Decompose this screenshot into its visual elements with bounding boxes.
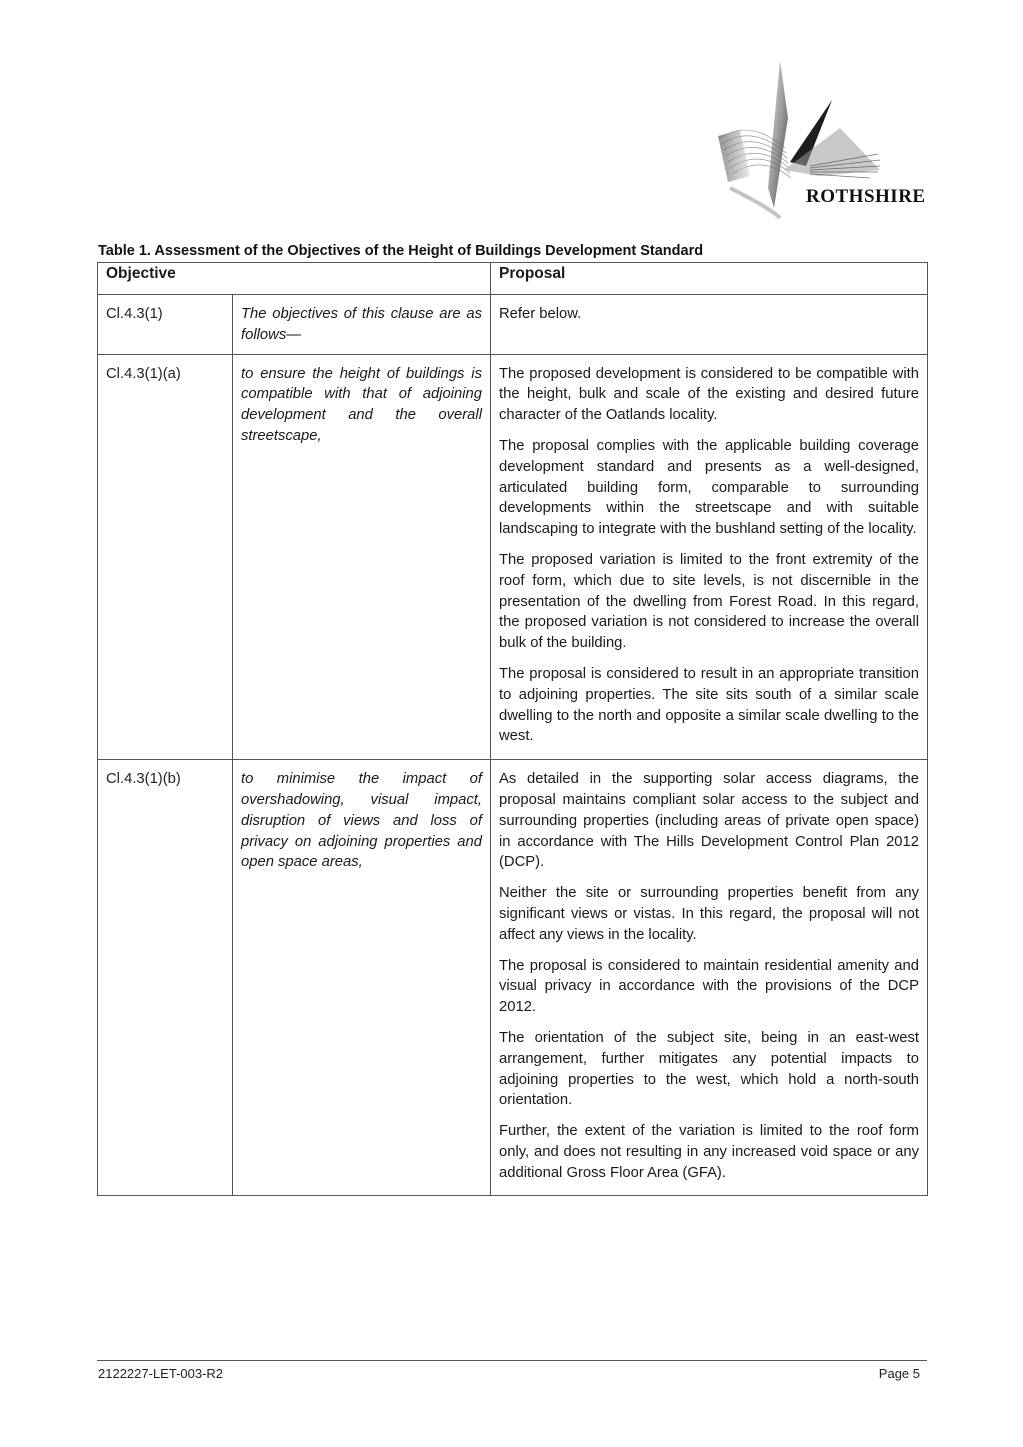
objective-cell: The objectives of this clause are as follows— — [233, 295, 491, 355]
table-row — [98, 354, 928, 760]
clause-cell: Cl.4.3(1)(a) — [98, 354, 233, 760]
proposal-paragraph: The proposal is considered to maintain residential amenity and visual privacy in accordance with the provisions of the DCP 2012. — [499, 957, 919, 1016]
objective-header: Objective — [98, 263, 491, 295]
logo-wordmark: ROTHSHIRE — [806, 186, 926, 207]
proposal-cell — [491, 354, 928, 760]
proposal-paragraph: The proposed development is considered to be compatible with the height, bulk and scale of the existing and desired future character of the Oatlands locality. — [499, 365, 919, 424]
proposal-paragraph: The proposal is considered to result in an appropriate transition to adjoining properties. The site sits south of a similar scale dwelling to the north and opposite a similar scale dwelling to the west. — [499, 665, 919, 745]
clause-cell: Cl.4.3(1)(b) — [98, 760, 233, 1196]
footer-divider — [97, 1360, 927, 1361]
clause-cell: Cl.4.3(1) — [98, 295, 233, 355]
proposal-cell — [491, 760, 928, 1196]
proposal-paragraph: The proposed variation is limited to the front extremity of the roof form, which due to site levels, is not discernible in the presentation of the dwelling from Forest Road. In this regard, the proposed variation is not considered to increase the overall bulk of the building. — [499, 551, 919, 652]
proposal-paragraph: The orientation of the subject site, being in an east-west arrangement, further mitigates any potential impacts to adjoining properties to the west, which hold a north-south orientation. — [499, 1029, 919, 1109]
proposal-paragraph: Refer below. — [499, 306, 582, 322]
proposal-paragraph: As detailed in the supporting solar access diagrams, the proposal maintains compliant solar access to the subject and surrounding properties (including areas of private open space) in accordance with The Hills Development Control Plan 2012 (DCP). — [499, 771, 919, 871]
table-row — [98, 760, 928, 1196]
objective-cell: to ensure the height of buildings is compatible with that of adjoining development and the overall streetscape, — [233, 354, 491, 760]
table-header-row — [98, 263, 928, 295]
table-caption: Table 1. Assessment of the Objectives of the Height of Buildings Development Standard — [98, 243, 704, 259]
table-row — [98, 295, 928, 355]
proposal-paragraph: Further, the extent of the variation is limited to the roof form only, and does not resulting in any increased void space or any additional Gross Floor Area (GFA). — [499, 1123, 919, 1181]
company-logo — [710, 58, 940, 223]
proposal-cell — [491, 295, 928, 355]
proposal-header: Proposal — [491, 263, 928, 295]
proposal-paragraph: Neither the site or surrounding properties benefit from any significant views or vistas. In this regard, the proposal will not affect any views in the locality. — [499, 885, 919, 943]
objective-cell: to minimise the impact of overshadowing, visual impact, disruption of views and loss of privacy on adjoining properties and open space areas, — [233, 760, 491, 1196]
document-reference: 2122227-LET-003-R2 — [98, 1366, 224, 1381]
proposal-paragraph: The proposal complies with the applicable building coverage development standard and presents as a well-designed, articulated building form, comparable to surrounding developments within the streetscape and with suitable landscaping to integrate with the bushland setting of the locality. — [499, 437, 919, 538]
assessment-table — [97, 262, 928, 1196]
page-number: Page 5 — [878, 1366, 920, 1381]
